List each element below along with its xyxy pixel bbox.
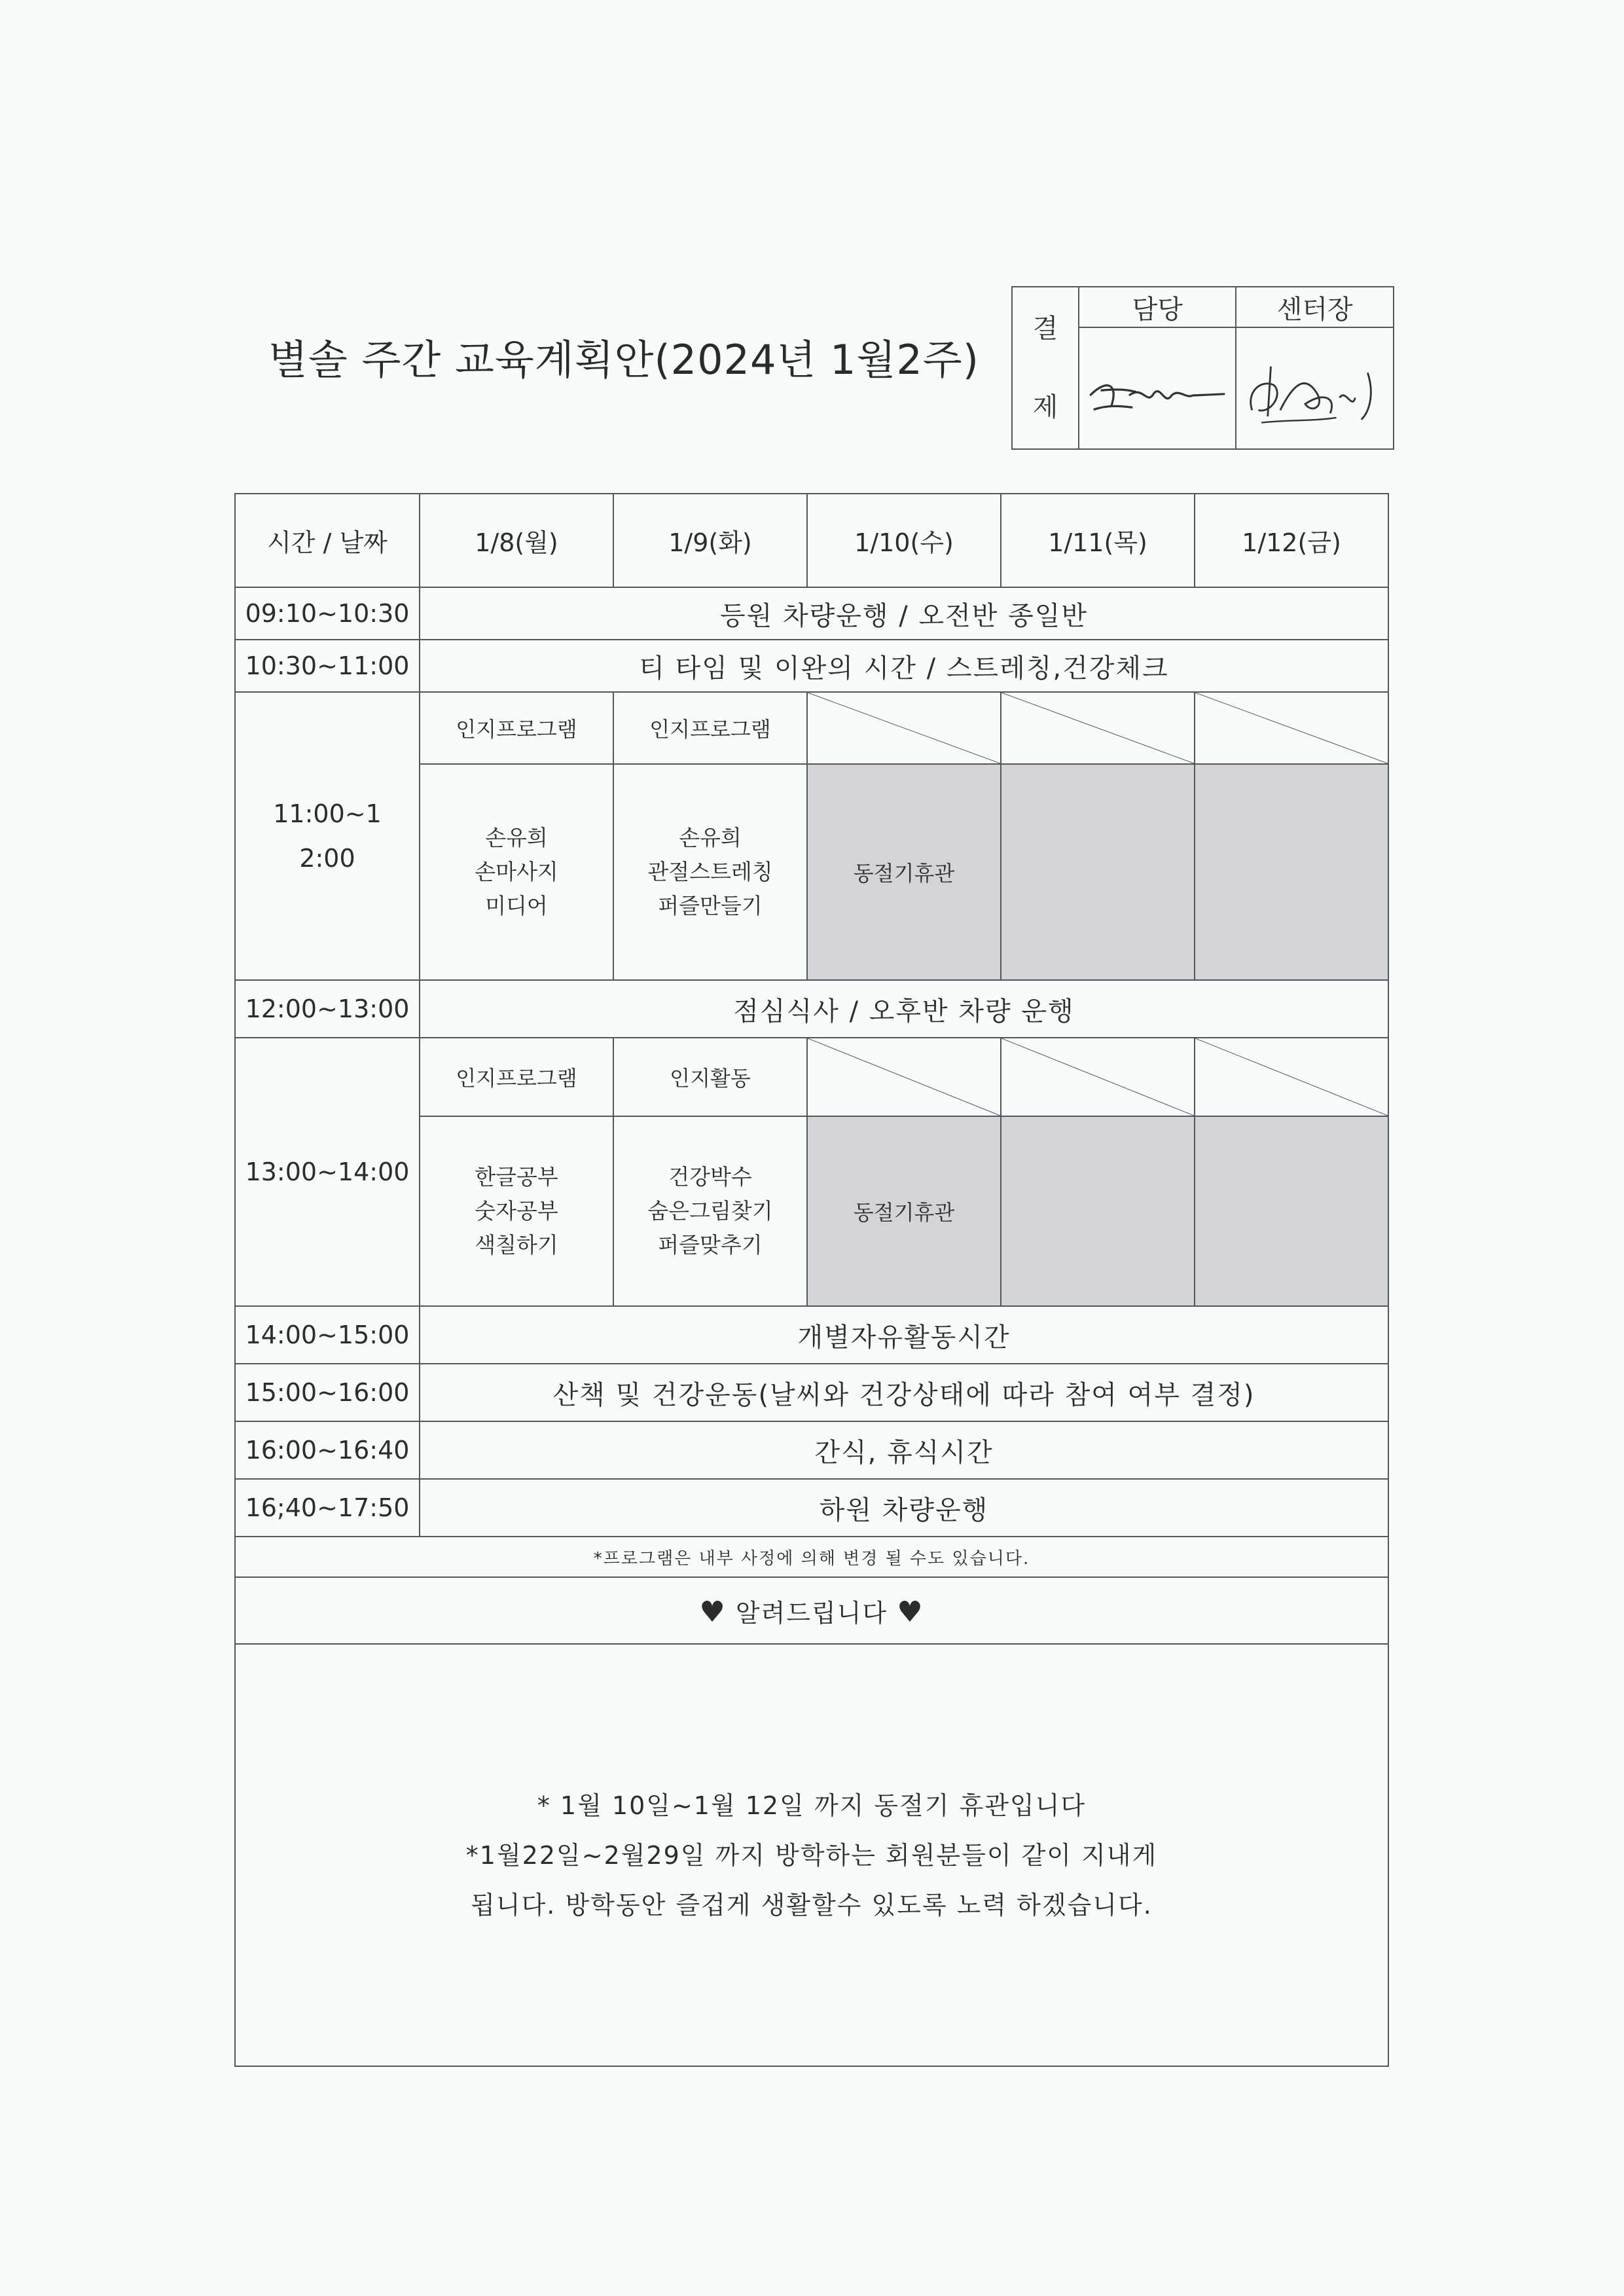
header-day-wed: 1/10(수) <box>807 494 1001 587</box>
time-cell <box>235 692 420 980</box>
closed-cell: 동절기휴관 <box>807 1116 1001 1306</box>
time-cell: 16:00~16:40 <box>235 1421 420 1479</box>
program-item: 색칠하기 <box>475 1232 558 1258</box>
closed-cell-empty <box>1001 764 1195 980</box>
notice-heading-row <box>235 1577 1388 1644</box>
time-cell: 15:00~16:00 <box>235 1364 420 1421</box>
header-time-day: 시간 / 날짜 <box>235 494 420 587</box>
program-item: 관절스트레칭 <box>647 859 773 884</box>
signature-manager <box>1079 327 1236 449</box>
signature-director <box>1236 327 1394 449</box>
closed-cell-empty <box>1195 1116 1388 1306</box>
empty-diagonal-cell <box>1195 1038 1388 1116</box>
heart-icon: ♥ <box>897 1595 924 1629</box>
program-item: 퍼즐만들기 <box>658 893 763 919</box>
activity-cell: 간식, 휴식시간 <box>420 1421 1388 1479</box>
empty-diagonal-cell <box>807 1038 1001 1116</box>
heart-icon: ♥ <box>699 1595 727 1629</box>
empty-diagonal-cell <box>807 692 1001 764</box>
notice-line: *1월22일~2월29일 까지 방학하는 회원분들이 같이 지내게 <box>465 1840 1158 1870</box>
program-head-mon: 인지프로그램 <box>420 692 613 764</box>
program-item: 숫자공부 <box>475 1198 558 1224</box>
notice-line: * 1월 10일~1월 12일 까지 동절기 휴관입니다 <box>537 1791 1087 1820</box>
approval-col-manager: 담당 <box>1079 287 1236 327</box>
program-item: 퍼즐맞추기 <box>658 1232 763 1258</box>
program-detail-mon <box>420 1116 613 1306</box>
notice-heading: 알려드립니다 <box>735 1598 888 1628</box>
page-title: 별솔 주간 교육계획안(2024년 1월2주) <box>268 336 979 384</box>
activity-cell: 티 타임 및 이완의 시간 / 스트레칭,건강체크 <box>420 640 1388 692</box>
signature-manager-mark <box>1079 328 1235 448</box>
time-text-a: 11:00~1 <box>273 799 382 828</box>
time-cell: 09:10~10:30 <box>235 587 420 640</box>
program-item: 손마사지 <box>475 859 558 884</box>
closed-cell: 동절기휴관 <box>807 764 1001 980</box>
program-item: 건강박수 <box>668 1164 752 1190</box>
program-head-tue: 인지프로그램 <box>613 692 807 764</box>
activity-cell: 개별자유활동시간 <box>420 1306 1388 1364</box>
activity-cell: 하원 차량운행 <box>420 1479 1388 1537</box>
signature-director-mark <box>1236 328 1393 448</box>
program-detail-mon <box>420 764 613 980</box>
program-item: 숨은그림찾기 <box>647 1198 773 1224</box>
time-cell: 12:00~13:00 <box>235 980 420 1038</box>
closed-cell-empty <box>1001 1116 1195 1306</box>
program-head-tue: 인지활동 <box>613 1038 807 1116</box>
program-item: 한글공부 <box>475 1164 558 1190</box>
time-cell: 10:30~11:00 <box>235 640 420 692</box>
empty-diagonal-cell <box>1195 692 1388 764</box>
approval-box <box>1011 286 1394 445</box>
activity-cell: 산책 및 건강운동(날씨와 건강상태에 따라 참여 여부 결정) <box>420 1364 1388 1421</box>
header-day-tue: 1/9(화) <box>613 494 807 587</box>
approval-label <box>1012 287 1079 449</box>
time-cell: 14:00~15:00 <box>235 1306 420 1364</box>
approval-col-director: 센터장 <box>1236 287 1394 327</box>
program-item: 손유희 <box>485 825 548 850</box>
activity-cell: 등원 차량운행 / 오전반 종일반 <box>420 587 1388 640</box>
program-detail-tue <box>613 764 807 980</box>
time-text-b: 2:00 <box>299 844 355 873</box>
empty-diagonal-cell <box>1001 1038 1195 1116</box>
program-head-mon: 인지프로그램 <box>420 1038 613 1116</box>
closed-cell-empty <box>1195 764 1388 980</box>
approval-label-1: 결 <box>1032 314 1058 344</box>
schedule-table <box>234 493 1388 2067</box>
header-day-thu: 1/11(목) <box>1001 494 1195 587</box>
header-day-mon: 1/8(월) <box>420 494 613 587</box>
empty-diagonal-cell <box>1001 692 1195 764</box>
notice-line: 됩니다. 방학동안 즐겁게 생활할수 있도록 노력 하겠습니다. <box>471 1890 1153 1920</box>
change-note: *프로그램은 내부 사정에 의해 변경 될 수도 있습니다. <box>235 1537 1388 1577</box>
time-cell: 16;40~17:50 <box>235 1479 420 1537</box>
program-item: 손유희 <box>679 825 742 850</box>
notice-body <box>235 1644 1388 2066</box>
time-cell: 13:00~14:00 <box>235 1038 420 1306</box>
approval-label-2: 제 <box>1032 392 1058 423</box>
header-day-fri: 1/12(금) <box>1195 494 1388 587</box>
program-detail-tue <box>613 1116 807 1306</box>
program-item: 미디어 <box>485 893 548 919</box>
activity-cell: 점심식사 / 오후반 차량 운행 <box>420 980 1388 1038</box>
